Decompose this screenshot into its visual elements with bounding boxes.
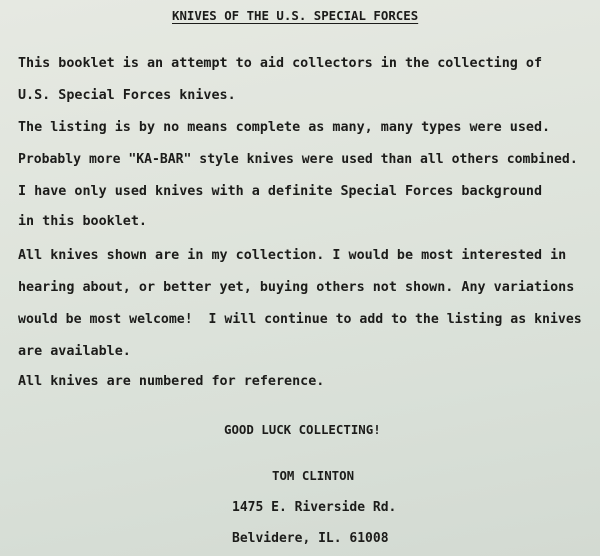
text-line: All knives are numbered for reference. bbox=[18, 374, 325, 389]
text-line: All knives shown are in my collection. I would be most interested in bbox=[18, 248, 567, 263]
signature-name: TOM CLINTON bbox=[272, 468, 355, 483]
document-title: KNIVES OF THE U.S. SPECIAL FORCES bbox=[172, 8, 419, 23]
text-line: would be most welcome! I will continue to add to the listing as knives bbox=[18, 312, 582, 327]
text-line: I have only used knives with a definite Special Forces background bbox=[18, 184, 543, 199]
address-line-1: 1475 E. Riverside Rd. bbox=[232, 500, 397, 515]
text-line: The listing is by no means complete as many, many types were used. bbox=[18, 120, 551, 135]
text-line: in this booklet. bbox=[18, 214, 147, 229]
text-line: are available. bbox=[18, 344, 131, 359]
text-line: U.S. Special Forces knives. bbox=[18, 88, 236, 103]
text-line: hearing about, or better yet, buying others not shown. Any variations bbox=[18, 280, 575, 295]
text-line: Probably more "KA-BAR" style knives were used than all others combined. bbox=[18, 152, 578, 167]
address-line-2: Belvidere, IL. 61008 bbox=[232, 531, 389, 546]
text-line: This booklet is an attempt to aid collectors in the collecting of bbox=[18, 56, 543, 71]
closing-text: GOOD LUCK COLLECTING! bbox=[224, 422, 381, 437]
